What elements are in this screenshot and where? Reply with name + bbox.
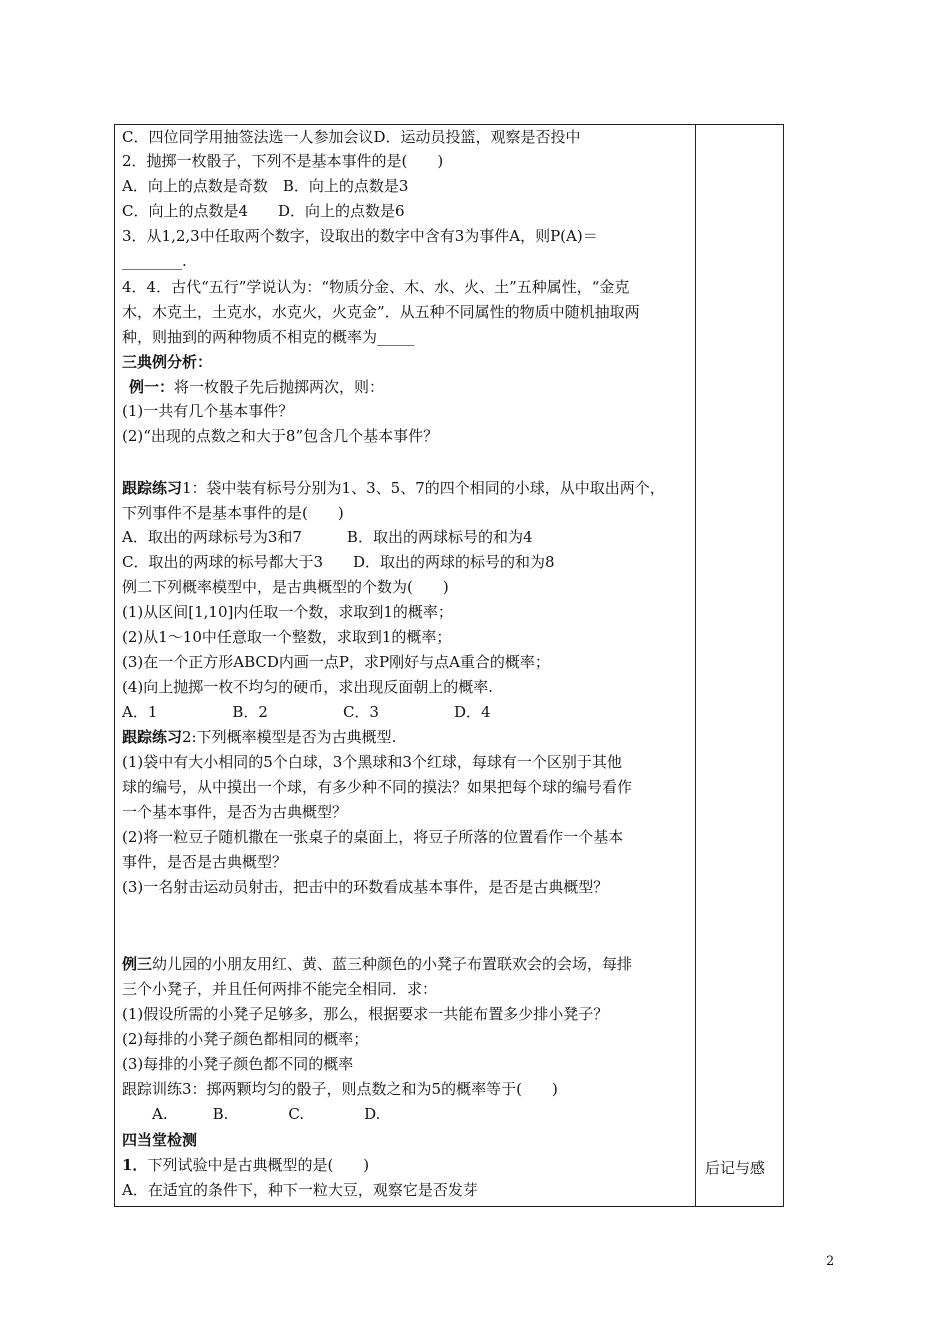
text-line (122, 979, 437, 999)
column-divider (695, 125, 696, 1206)
text-line (122, 702, 491, 722)
text-line (122, 1054, 353, 1074)
bold-text: 例三 (122, 955, 153, 973)
bold-text: 跟踪练习 (122, 479, 183, 497)
text-line (122, 677, 493, 697)
line-text: 跟踪训练3：掷两颗均匀的骰子，则点数之和为5的概率等于( ) (122, 1080, 558, 1098)
text-line (122, 426, 438, 446)
line-text: A．取出的两球标号为3和7 B．取出的两球标号的和为4 (122, 528, 533, 546)
line-text: 例二下列概率模型中，是古典概型的个数为( ) (122, 578, 449, 596)
line-text: C．取出的两球的标号都大于3 D．取出的两球的标号的和为8 (122, 553, 555, 571)
line-text: (1)一共有几个基本事件？ (122, 402, 294, 420)
text-line (122, 251, 187, 271)
line-text: 种，则抽到的两种物质不相克的概率为_____ (122, 328, 415, 346)
line-text: (3)每排的小凳子颜色都不同的概率 (122, 1055, 354, 1073)
text-line (122, 802, 347, 822)
text-line (122, 401, 293, 421)
text-line (122, 352, 212, 372)
text-line (122, 852, 287, 872)
line-text: (1)袋中有大小相同的5个白球，3个黑球和3个红球，每球有一个区别于其他 (122, 753, 622, 771)
line-text: (2)每排的小凳子颜色都相同的概率； (122, 1030, 369, 1048)
line-text: A．在适宜的条件下，种下一粒大豆，观察它是否发芽 (122, 1181, 478, 1199)
line-text: C．四位同学用抽签法选一人参加会议D．运动员投篮，观察是否投中 (122, 128, 581, 146)
line-text: 幼儿园的小朋友用红、黄、蓝三种颜色的小凳子布置联欢会的会场，每排 (152, 955, 633, 973)
line-text: (3)一名射击运动员射击，把击中的环数看成基本事件，是否是古典概型？ (122, 878, 609, 896)
line-text: (2)从1～10中任意取一个整数，求取到1的概率； (122, 628, 452, 646)
line-text: (3)在一个正方形ABCD内画一点P，求P刚好与点A重合的概率； (122, 653, 550, 671)
text-line (122, 1130, 197, 1150)
line-text: 将一枚骰子先后抛掷两次，则： (174, 378, 385, 396)
line-text: (2)将一粒豆子随机撒在一张桌子的桌面上，将豆子所落的位置看作一个基本 (122, 828, 624, 846)
line-text: 一个基本事件，是否为古典概型？ (122, 803, 348, 821)
line-text: A. B. C. D. (122, 1105, 381, 1123)
line-text: ________. (122, 252, 187, 270)
text-line (122, 627, 451, 647)
content-table (114, 124, 784, 1207)
main-column (122, 125, 694, 1206)
text-line (122, 602, 453, 622)
text-line (122, 777, 632, 797)
line-text: 1：袋中装有标号分别为1、3、5、7的四个相同的小球，从中取出两个， (182, 479, 665, 497)
text-line (122, 127, 581, 147)
text-line (122, 1029, 368, 1049)
bold-text: 四当堂检测 (122, 1131, 198, 1149)
text-line (122, 226, 598, 246)
line-text: A．向上的点数是奇数 B．向上的点数是3 (122, 177, 409, 195)
text-line (122, 1104, 380, 1124)
line-text: A．1 B．2 C．3 D．4 (122, 703, 491, 721)
text-line (122, 877, 608, 897)
line-text: 下列事件不是基本事件的是( ) (122, 504, 344, 522)
line-text: C．向上的点数是4 D．向上的点数是6 (122, 202, 405, 220)
bold-text: 三典例分析： (122, 353, 213, 371)
side-note: 后记与感 (705, 1159, 766, 1177)
text-line (122, 302, 640, 322)
text-line (122, 552, 555, 572)
text-line (122, 652, 550, 672)
line-text: (1)从区间[1,10]内任取一个数，求取到1的概率； (122, 603, 453, 621)
text-line (122, 1079, 558, 1099)
bold-text: 例一： (129, 378, 175, 396)
line-text: 2:下列概率模型是否为古典概型. (182, 728, 397, 746)
bold-text: 跟踪练习 (122, 728, 183, 746)
line-text: 3．从1,2,3中任取两个数字，设取出的数字中含有3为事件A，则P(A)＝ (122, 227, 598, 245)
text-line (122, 277, 629, 297)
bold-text: 1． (122, 1156, 148, 1174)
text-line (122, 176, 408, 196)
text-line (122, 503, 344, 523)
text-line (122, 827, 623, 847)
text-line (122, 151, 443, 171)
line-text: 三个小凳子，并且任何两排不能完全相同．求： (122, 980, 438, 998)
text-line (122, 752, 622, 772)
line-text: 4．4．古代“五行”学说认为：“物质分金、木、水、火、土”五种属性，“金克 (122, 278, 630, 296)
line-text: 事件，是否是古典概型？ (122, 853, 288, 871)
text-line (122, 727, 396, 747)
line-text: 2．抛掷一枚骰子，下列不是基本事件的是( ) (122, 152, 444, 170)
line-text: (1)假设所需的小凳子足够多，那么，根据要求一共能布置多少排小凳子？ (122, 1005, 609, 1023)
text-line (129, 377, 384, 397)
text-line (122, 577, 449, 597)
text-line (122, 201, 405, 221)
line-text: 球的编号，从中摸出一个球，有多少种不同的摸法？如果把每个球的编号看作 (122, 778, 633, 796)
line-text: (2)“出现的点数之和大于8”包含几个基本事件？ (122, 427, 439, 445)
line-text: (4)向上抛掷一枚不均匀的硬币，求出现反面朝上的概率. (122, 678, 494, 696)
text-line (122, 1155, 369, 1175)
line-text: 下列试验中是古典概型的是( ) (147, 1156, 370, 1174)
text-line (122, 1180, 478, 1200)
line-text: 木，木克土，土克水，水克火，火克金”．从五种不同属性的物质中随机抽取两 (122, 303, 640, 321)
text-line (122, 1004, 608, 1024)
page-number: 2 (826, 1254, 835, 1269)
text-line (122, 478, 665, 498)
text-line (122, 327, 415, 347)
text-line (122, 527, 533, 547)
text-line (122, 954, 632, 974)
